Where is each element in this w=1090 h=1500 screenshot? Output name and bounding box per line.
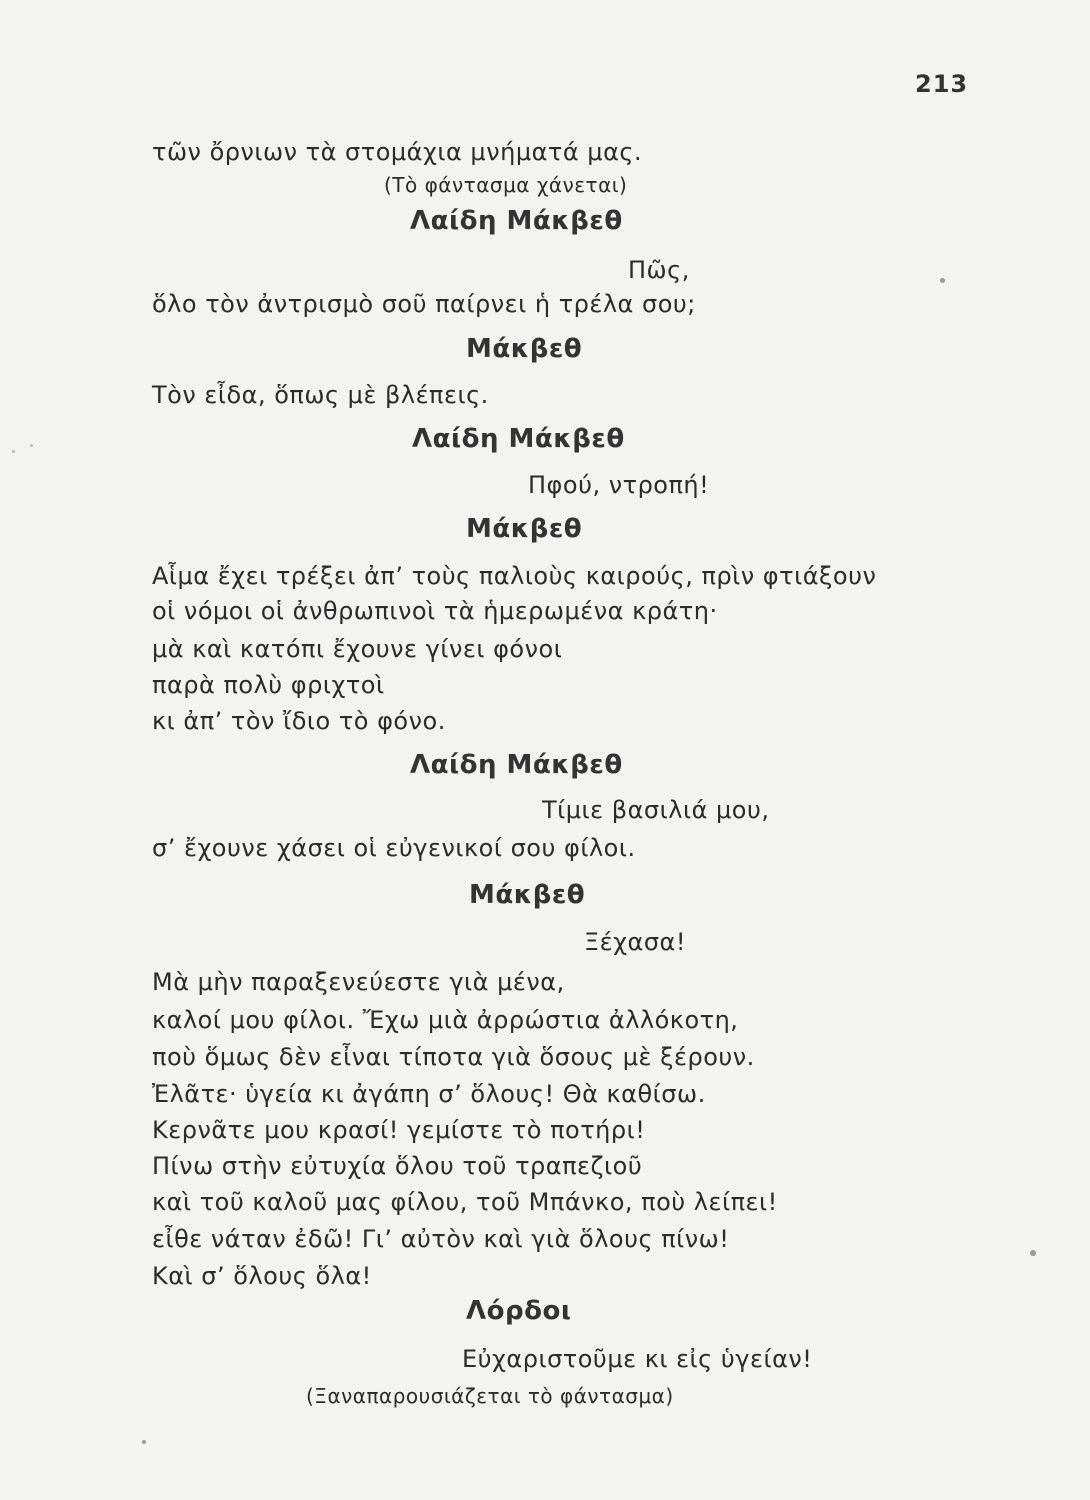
paper-speck	[30, 444, 33, 447]
paper-speck	[12, 450, 15, 453]
verse-line: σ’ ἔχουνε χάσει οἱ εὐγενικοί σου φίλοι.	[152, 834, 636, 862]
verse-line: καλοί μου φίλοι. Ἔχω μιὰ ἀρρώστια ἀλλόκοτη,	[152, 1006, 739, 1034]
speaker-name: Λαίδη Μάκβεθ	[410, 750, 623, 780]
verse-line: καὶ τοῦ καλοῦ μας φίλου, τοῦ Μπάνκο, ποὺ λείπει!	[152, 1188, 778, 1216]
speaker-name: Μάκβεθ	[466, 514, 583, 544]
paper-speck	[1030, 1250, 1036, 1256]
verse-line: Ξέχασα!	[584, 928, 686, 956]
paper-speck	[940, 278, 945, 283]
verse-line: ὅλο τὸν ἀντρισμὸ σοῦ παίρνει ἡ τρέλα σου;	[152, 290, 696, 318]
speaker-name: Μάκβεθ	[469, 880, 586, 910]
verse-line: παρὰ πολὺ φριχτοὶ	[152, 671, 385, 699]
verse-line: Πίνω στὴν εὐτυχία ὅλου τοῦ τραπεζιοῦ	[152, 1152, 643, 1180]
verse-line: κι ἀπ’ τὸν ἴδιο τὸ φόνο.	[152, 707, 446, 735]
verse-line: τῶν ὄρνιων τὰ στομάχια μνήματά μας.	[152, 138, 643, 166]
verse-line: Εὐχαριστοῦμε κι εἰς ὑγείαν!	[462, 1345, 813, 1373]
verse-line: μὰ καὶ κατόπι ἔχουνε γίνει φόνοι	[152, 635, 563, 663]
verse-line: Κερνᾶτε μου κρασί! γεμίστε τὸ ποτήρι!	[152, 1116, 646, 1144]
verse-line: οἱ νόμοι οἱ ἀνθρωπινοὶ τὰ ἡμερωμένα κράτη·	[152, 597, 718, 625]
verse-line: Ἐλᾶτε· ὑγεία κι ἀγάπη σ’ ὅλους! Θὰ καθίσω.	[152, 1080, 706, 1108]
page-number: 213	[915, 70, 969, 98]
verse-line: Πῶς,	[628, 256, 690, 284]
verse-line: Τὸν εἶδα, ὅπως μὲ βλέπεις.	[152, 381, 489, 409]
stage-direction: (Ξαναπαρουσιάζεται τὸ φάντασμα)	[306, 1384, 674, 1408]
verse-line: Πφού, ντροπή!	[528, 471, 710, 499]
verse-line: Αἷμα ἔχει τρέξει ἀπ’ τοὺς παλιοὺς καιρούς, πρὶν φτιάξουν	[152, 562, 877, 590]
verse-line: ποὺ ὅμως δὲν εἶναι τίποτα γιὰ ὅσους μὲ ξέρουν.	[152, 1043, 755, 1071]
paper-speck	[142, 1440, 146, 1444]
speaker-name: Λαίδη Μάκβεθ	[412, 424, 625, 454]
verse-line: Τίμιε βασιλιά μου,	[542, 796, 770, 824]
speaker-name: Λαίδη Μάκβεθ	[410, 206, 623, 236]
stage-direction: (Τὸ φάντασμα χάνεται)	[384, 173, 628, 197]
verse-line: εἶθε νάταν ἐδῶ! Γι’ αὐτὸν καὶ γιὰ ὅλους πίνω!	[152, 1225, 730, 1253]
verse-line: Μὰ μὴν παραξενεύεστε γιὰ μένα,	[152, 968, 565, 996]
verse-line: Καὶ σ’ ὅλους ὅλα!	[152, 1262, 372, 1290]
speaker-name: Λόρδοι	[466, 1296, 572, 1326]
speaker-name: Μάκβεθ	[466, 334, 583, 364]
